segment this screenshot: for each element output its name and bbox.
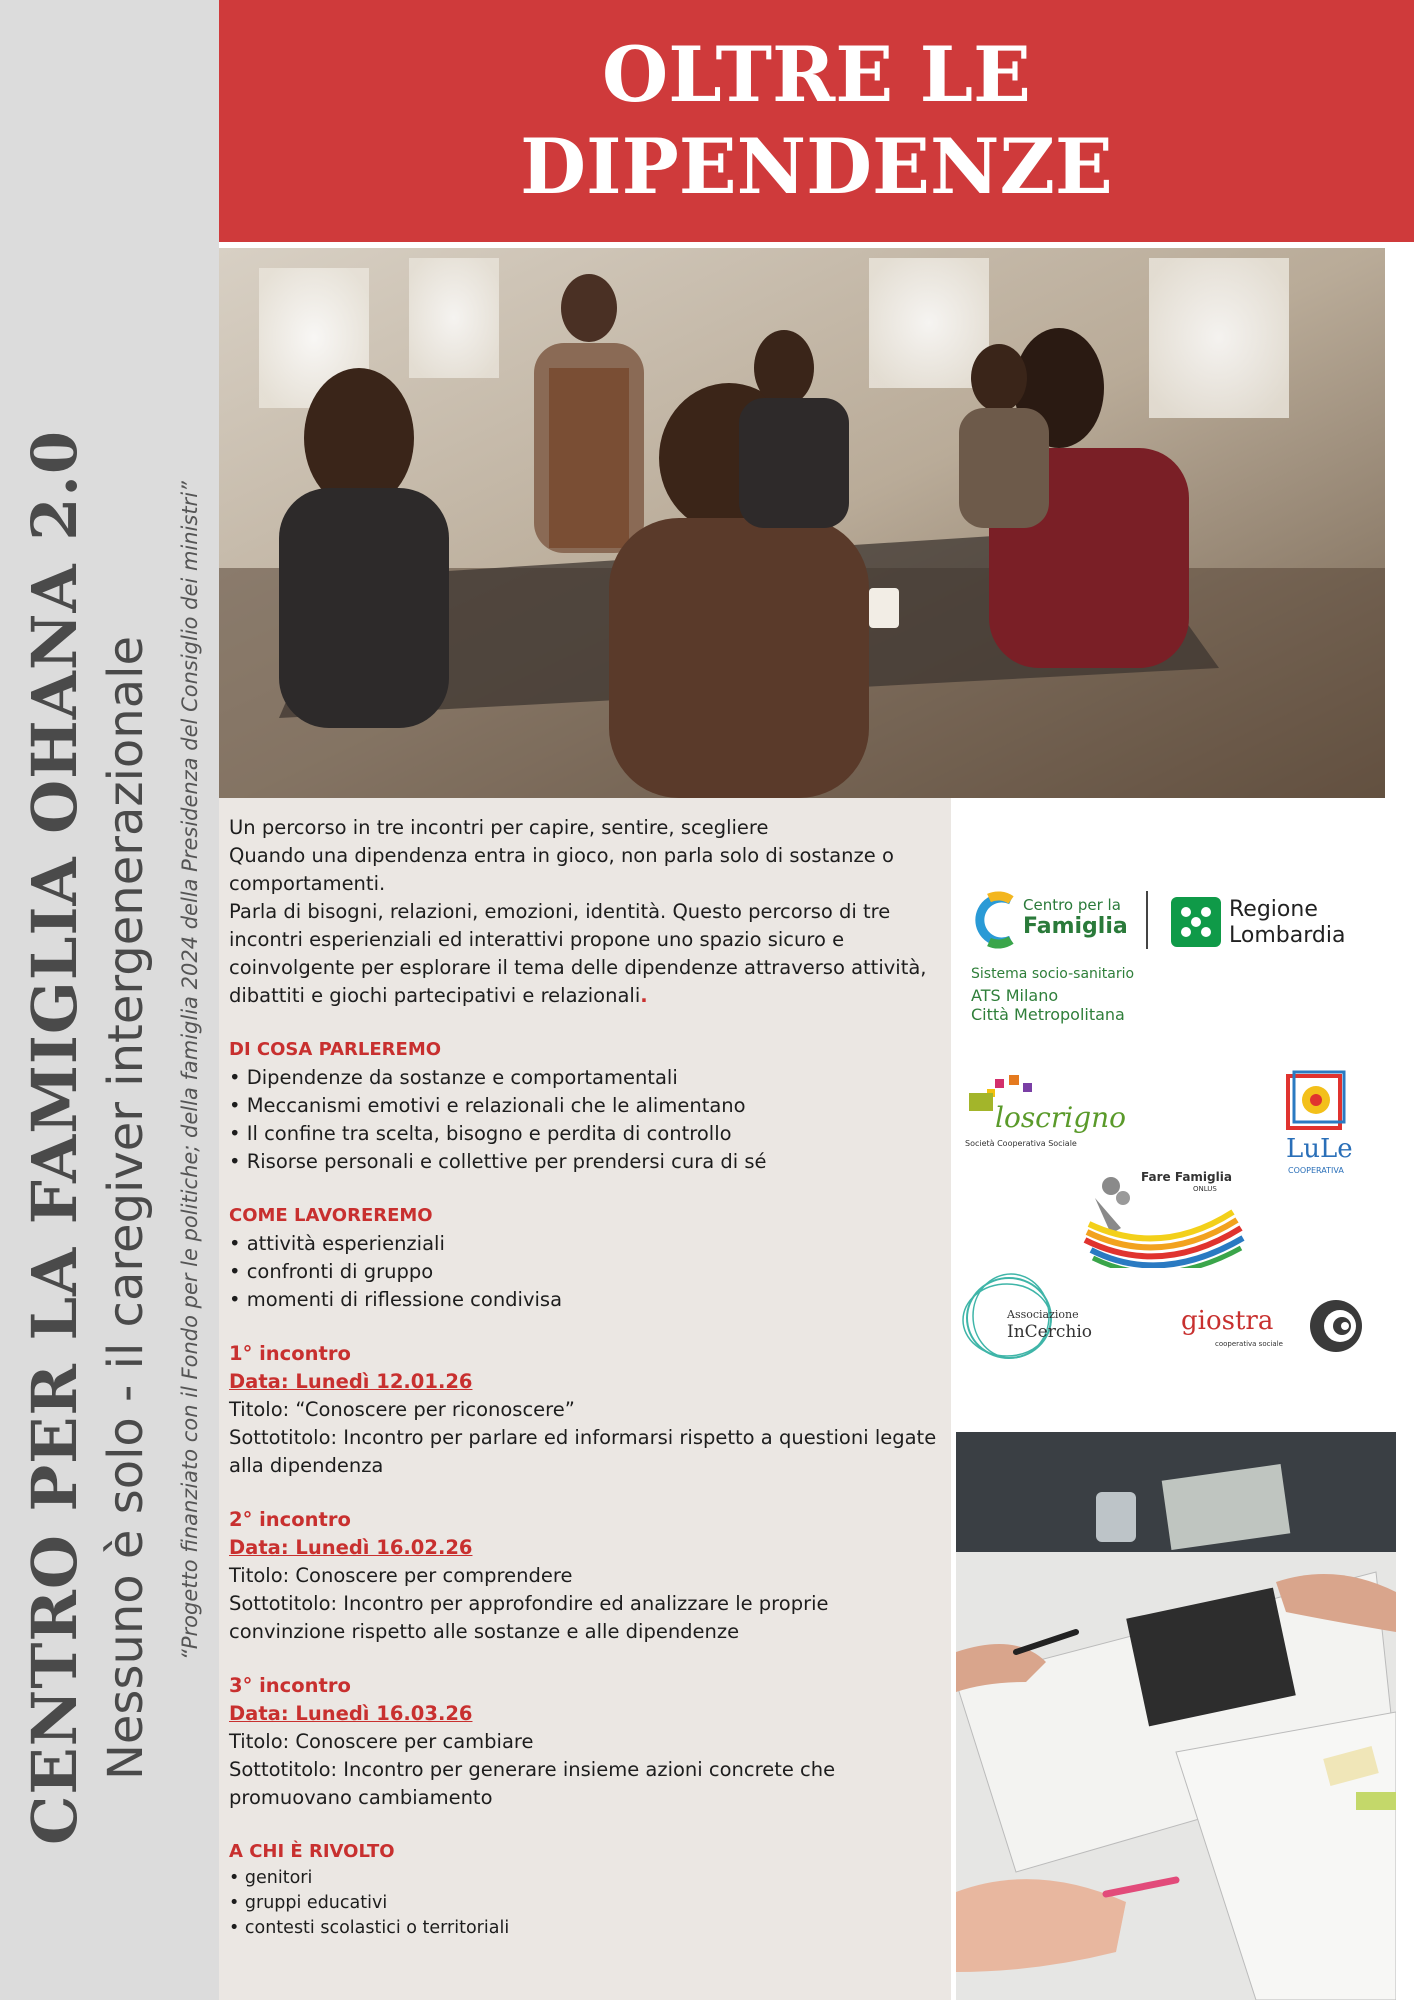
regione-lombardia-icon xyxy=(1171,897,1221,947)
list-item: • confronti di gruppo xyxy=(229,1258,944,1286)
ats-milano-logo: Sistema socio-sanitario ATS Milano Città Metropolitana xyxy=(971,966,1135,1024)
vertical-funding-note: “Progetto finanziato con il Fondo per le politiche; della famiglia 2024 della Presidenza del Consiglio dei ministri” xyxy=(178,481,202,1660)
regione-lombardia-logo: Regione Lombardia xyxy=(1171,893,1391,953)
meeting-label: 2° incontro xyxy=(229,1508,351,1531)
list-item: • attività esperienziali xyxy=(229,1230,944,1258)
lule-logo: LuLe COOPERATIVA xyxy=(1276,1070,1356,1180)
incerchio-logo: Associazione InCerchio xyxy=(959,1268,1119,1368)
list-item: • genitori xyxy=(229,1866,944,1891)
meeting-subtitle: Sottotitolo: Incontro per generare insieme azioni concrete che promuovano cambiamento xyxy=(229,1758,836,1809)
methods-list xyxy=(229,1230,944,1314)
meeting-title: Titolo: Conoscere per cambiare xyxy=(229,1730,534,1753)
side-band xyxy=(0,0,219,2000)
list-item: • Il confine tra scelta, bisogno e perdita di controllo xyxy=(229,1120,944,1148)
vertical-main-title: CENTRO PER LA FAMIGLIA OHANA 2.0 xyxy=(18,429,91,1845)
logo-divider xyxy=(1146,891,1148,949)
page-title xyxy=(219,0,1414,242)
audience-list xyxy=(229,1866,944,1941)
intro-line-3: Parla di bisogni, relazioni, emozioni, identità. Questo percorso di tre incontri esperienziali ed interattivi propone uno spazio sicuro e coinvolgente per esplorare il tema delle dipendenze attraverso attività, dibattiti e giochi partecipativi e relazionali. xyxy=(229,900,927,1007)
meeting-date: Data: Lunedì 16.03.26 xyxy=(229,1702,473,1725)
meeting-label: 3° incontro xyxy=(229,1674,351,1697)
meeting-title: Titolo: Conoscere per comprendere xyxy=(229,1564,573,1587)
loscrigno-logo: loscrigno Società Cooperativa Sociale xyxy=(961,1073,1131,1153)
list-item: • contesti scolastici o territoriali xyxy=(229,1916,944,1941)
giostra-logo: giostra cooperativa sociale xyxy=(1181,1296,1381,1356)
topics-heading: DI COSA PARLEREMO xyxy=(229,1039,442,1060)
list-item: • Dipendenze da sostanze e comportamentali xyxy=(229,1064,944,1092)
meeting-date: Data: Lunedì 16.02.26 xyxy=(229,1536,473,1559)
vertical-subtitle: Nessuno è solo - il caregiver intergenerazionale xyxy=(98,635,154,1780)
partner-logos xyxy=(951,798,1414,1428)
methods-heading: COME LAVOREREMO xyxy=(229,1205,433,1226)
audience-heading: A CHI È RIVOLTO xyxy=(229,1841,395,1862)
hero-photo xyxy=(219,248,1385,798)
list-item: • Meccanismi emotivi e relazionali che le alimentano xyxy=(229,1092,944,1120)
centro-famiglia-icon xyxy=(971,890,1017,950)
content-panel xyxy=(219,798,951,2000)
title-line-1: OLTRE LE xyxy=(602,30,1031,119)
meeting-label: 1° incontro xyxy=(229,1342,351,1365)
meeting-1 xyxy=(229,1340,944,1480)
topics-list xyxy=(229,1064,944,1176)
fare-famiglia-logo: Fare Famiglia ONLUS xyxy=(1081,1168,1246,1268)
intro-line-2: Quando una dipendenza entra in gioco, non parla solo di sostanze o comportamenti. xyxy=(229,844,894,895)
list-item: • momenti di riflessione condivisa xyxy=(229,1286,944,1314)
title-line-2: DIPENDENZE xyxy=(520,122,1113,211)
list-item: • gruppi educativi xyxy=(229,1891,944,1916)
meeting-date: Data: Lunedì 12.01.26 xyxy=(229,1370,473,1393)
meeting-2 xyxy=(229,1506,944,1646)
workshop-photo xyxy=(956,1432,1396,2000)
meeting-subtitle: Sottotitolo: Incontro per parlare ed informarsi rispetto a questioni legate alla dipendenza xyxy=(229,1426,937,1477)
meeting-title: Titolo: “Conoscere per riconoscere” xyxy=(229,1398,575,1421)
lule-flower-icon xyxy=(1284,1070,1348,1132)
centro-famiglia-logo: Centro per la Famiglia xyxy=(971,888,1146,958)
meeting-subtitle: Sottotitolo: Incontro per approfondire ed analizzare le proprie convinzione rispetto alle sostanze e alle dipendenze xyxy=(229,1592,829,1643)
giostra-spiral-icon xyxy=(1306,1296,1366,1356)
meeting-3 xyxy=(229,1672,944,1812)
list-item: • Risorse personali e collettive per prendersi cura di sé xyxy=(229,1148,944,1176)
intro-line-1: Un percorso in tre incontri per capire, sentire, scegliere xyxy=(229,816,769,839)
